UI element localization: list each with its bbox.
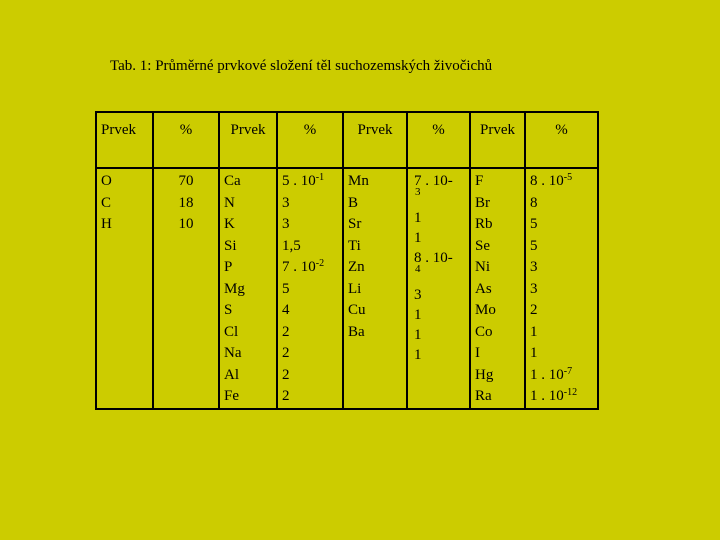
percent-base: 1,5: [282, 237, 301, 254]
element-name: Rb: [475, 216, 493, 232]
element-name: O: [101, 173, 112, 189]
element-name: Zn: [348, 259, 365, 275]
element-name: F: [475, 173, 484, 189]
element-name: Cu: [348, 302, 366, 318]
element-name: Ra: [475, 388, 492, 404]
element-name: Al: [224, 366, 239, 383]
element-name: Si: [224, 237, 237, 254]
percent-exponent-wrap: 4: [415, 263, 421, 275]
percent-base: 3: [282, 194, 290, 211]
percent-value: 1: [414, 327, 422, 343]
header-prvek-3: Prvek: [343, 112, 407, 168]
percent-value: 1: [414, 307, 422, 323]
percent-base: 3: [530, 280, 538, 297]
percent-value: 10: [178, 216, 194, 232]
percent-value: [282, 343, 342, 365]
percent-base: 2: [530, 302, 538, 318]
element-name: S: [224, 302, 233, 318]
percent-value: 1: [414, 230, 422, 246]
col3-elements: [343, 168, 407, 409]
element-name: P: [224, 259, 233, 275]
element-name: Ti: [348, 237, 361, 254]
element-name: Co: [475, 323, 493, 340]
percent-value: [530, 257, 597, 279]
header-percent-3: %: [407, 112, 470, 168]
element-name: N: [224, 194, 235, 211]
percent-base: 1 . 10: [530, 388, 564, 404]
header-percent-4: %: [525, 112, 598, 168]
element-name: Hg: [475, 366, 494, 383]
percent-value: [282, 257, 342, 279]
percent-base: 8 . 10: [530, 173, 564, 189]
percent-value: [282, 236, 342, 258]
percent-exponent: -2: [315, 258, 325, 269]
percent-value: [282, 171, 342, 193]
percent-base: 3: [282, 216, 290, 232]
col2-percents: [277, 168, 343, 409]
header-prvek-2: Prvek: [219, 112, 277, 168]
percent-base: 1: [530, 345, 538, 361]
element-name: K: [224, 216, 235, 232]
percent-value: [282, 365, 342, 387]
element-name: Br: [475, 194, 490, 211]
header-row: [96, 112, 598, 168]
element-name: Li: [348, 280, 362, 297]
percent-value: [282, 300, 342, 322]
element-name: Mg: [224, 280, 245, 297]
data-row: [96, 168, 598, 409]
percent-exponent: -5: [563, 172, 573, 183]
col3-percents: [407, 168, 470, 409]
percent-value: [282, 279, 342, 301]
percent-value: 18: [178, 194, 194, 211]
element-name: Cl: [224, 323, 239, 340]
percent-base: 5 . 10: [282, 173, 316, 189]
element-name: B: [348, 194, 359, 211]
col1-percents: [153, 168, 219, 409]
percent-exponent: -1: [315, 172, 325, 183]
element-name: Na: [224, 345, 242, 361]
percent-base: 8: [530, 194, 538, 211]
col1-elements: [96, 168, 153, 409]
percent-value: [530, 386, 597, 408]
percent-value: [530, 279, 597, 301]
element-name: Sr: [348, 216, 362, 232]
percent-value: [530, 214, 597, 236]
percent-base: 4: [282, 302, 290, 318]
percent-base: 5: [530, 216, 538, 232]
percent-base: 2: [282, 366, 290, 383]
percent-exponent: -7: [563, 365, 573, 377]
percent-value: 7 . 10-: [414, 173, 453, 189]
percent-value: 1: [414, 347, 422, 363]
percent-value: [530, 193, 597, 215]
percent-base: 2: [282, 345, 290, 361]
header-prvek-1: Prvek: [96, 112, 153, 168]
percent-base: 5: [530, 237, 538, 254]
percent-value: [530, 343, 597, 365]
element-name: Fe: [224, 388, 239, 404]
percent-value: [282, 214, 342, 236]
element-name: Mn: [348, 173, 369, 189]
percent-value: 3: [414, 287, 422, 303]
element-name: Se: [475, 237, 490, 254]
percent-base: 1 . 10: [530, 366, 564, 383]
element-name: Ba: [348, 323, 365, 340]
col4-percents: [525, 168, 598, 409]
col2-elements: [219, 168, 277, 409]
table-title: Tab. 1: Průměrné prvkové složení těl suchozemských živočichů: [110, 58, 493, 74]
element-name: As: [475, 280, 492, 297]
percent-value: [530, 322, 597, 344]
percent-value: 8 . 10-: [414, 250, 453, 266]
percent-base: 3: [530, 259, 538, 275]
percent-base: 2: [282, 323, 290, 340]
percent-value: [530, 236, 597, 258]
element-name: I: [475, 345, 480, 361]
percent-value: [530, 300, 597, 322]
header-prvek-4: [470, 112, 525, 168]
percent-base: 1: [530, 323, 538, 340]
percent-exponent-wrap: 3: [415, 186, 421, 198]
percent-value: [530, 365, 597, 387]
element-composition-table: [95, 111, 599, 410]
percent-value: [282, 386, 342, 408]
element-name: Ni: [475, 259, 490, 275]
element-name: H: [101, 216, 112, 232]
percent-value: 70: [178, 173, 194, 189]
percent-value: 1: [414, 210, 422, 226]
percent-base: 5: [282, 280, 290, 297]
percent-value: [282, 322, 342, 344]
percent-value: [530, 171, 597, 193]
col4-elements: [470, 168, 525, 409]
percent-value: [282, 193, 342, 215]
percent-base: 2: [282, 388, 290, 404]
header-prvek-4-text: Prvek: [480, 122, 515, 138]
element-name: Ca: [224, 173, 241, 189]
element-name: C: [101, 194, 112, 211]
percent-exponent: -12: [563, 387, 578, 398]
header-percent-1: %: [153, 112, 219, 168]
element-name: Mo: [475, 302, 496, 318]
percent-base: 7 . 10: [282, 259, 316, 275]
header-percent-2: %: [277, 112, 343, 168]
